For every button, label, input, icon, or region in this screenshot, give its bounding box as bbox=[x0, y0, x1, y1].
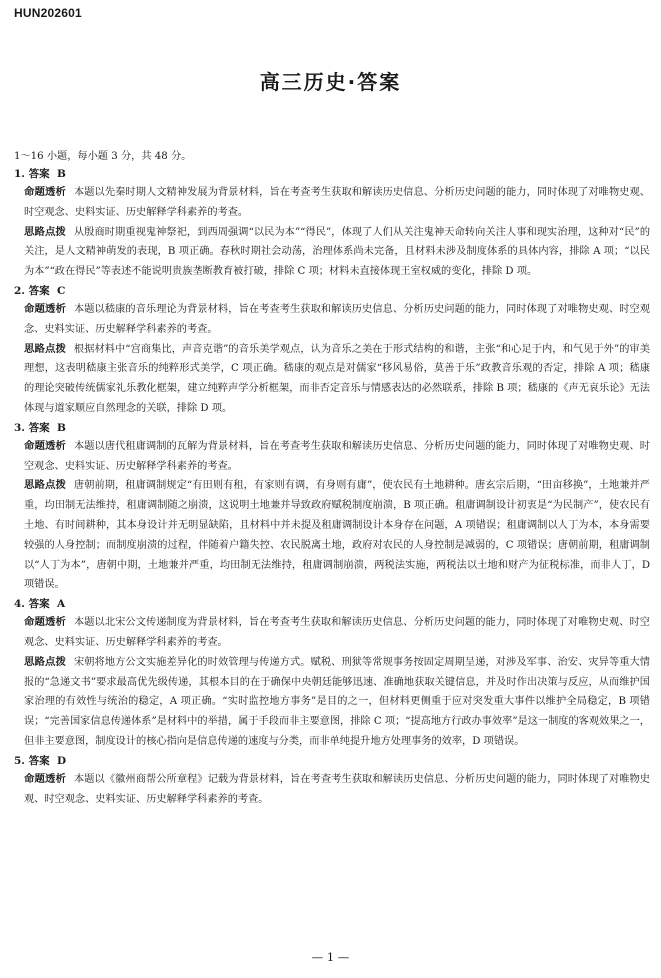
answer-line bbox=[14, 166, 650, 183]
answer-value: B bbox=[56, 168, 66, 180]
question-number: 1. bbox=[14, 168, 25, 180]
question-1 bbox=[14, 166, 650, 282]
analysis-text: 本题以嵇康的音乐理论为背景材料，旨在考查考生获取和解读历史信息、分析历史问题的能力，同时体现了对唯物史观、时空观念、史料实证、历史解释学科素养的考查。 bbox=[24, 303, 650, 335]
answer-line bbox=[14, 283, 650, 300]
question-2 bbox=[14, 283, 650, 419]
reasoning-paragraph bbox=[24, 653, 650, 752]
answer-value: A bbox=[56, 598, 66, 611]
analysis-text: 本题以唐代租庸调制的瓦解为背景材料，旨在考查考生获取和解读历史信息、分析历史问题的能力，同时体现了对唯物史观、时空观念、史料实证、历史解释学科素养的考查。 bbox=[24, 440, 650, 472]
answer-content bbox=[14, 148, 650, 810]
answer-value: D bbox=[56, 754, 67, 767]
section-intro: 1～16 小题，每小题 3 分，共 48 分。 bbox=[14, 151, 192, 162]
document-code: HUN202601 bbox=[14, 6, 82, 20]
analysis-paragraph bbox=[24, 300, 650, 340]
answer-line bbox=[14, 420, 650, 437]
page-number: — 1 — bbox=[311, 950, 350, 964]
analysis-paragraph bbox=[24, 613, 650, 653]
analysis-label: 命题透析 bbox=[24, 439, 66, 452]
answer-value: B bbox=[56, 421, 66, 434]
reasoning-text: 唐朝前期，租庸调制规定“有田则有租，有家则有调，有身则有庸”，使农民有土地耕种。唐玄宗后期，“田亩移换”，土地兼并严重，均田制无法维持，租庸调制随之崩溃，这说明土地兼并导致政府赋税制度崩溃，B 项正确。租庸调制设计初衷是“为民制产”，使农民有土地、有时间耕种，其本身设计并无明显缺陷，且材料中并未提及租庸调制设计本身存在问题，A 项错误；租庸调制以人丁为本，本身需要较强的人身控制；而制度崩溃的过程，伴随着户籍失控、农民脱离土地，政府对农民的人身控制是减弱的，C 项错误；唐朝前期，租庸调制以“人丁为本”，唐朝中期，土地兼并严重，均田制无法维持，租庸调制崩溃，两税法实施，两税法以土地和财产为征税标准，而非人丁，D 项错误。 bbox=[24, 480, 650, 591]
reasoning-paragraph bbox=[24, 340, 650, 419]
answer-line bbox=[14, 596, 650, 613]
analysis-paragraph bbox=[24, 437, 650, 477]
analysis-label: 命题透析 bbox=[24, 772, 66, 785]
question-3 bbox=[14, 420, 650, 595]
page-title: 高三历史·答案 bbox=[259, 70, 402, 94]
question-5 bbox=[14, 753, 650, 810]
reasoning-label: 思路点拨 bbox=[24, 655, 66, 668]
question-number: 4. bbox=[14, 598, 25, 611]
reasoning-paragraph bbox=[24, 223, 650, 282]
question-4 bbox=[14, 596, 650, 752]
answer-label: 答案 bbox=[28, 168, 50, 180]
analysis-label: 命题透析 bbox=[24, 616, 66, 629]
reasoning-text: 根据材料中“宫商集比，声音克谐”的音乐美学观点，认为音乐之美在于形式结构的和谐，主张“和心足于内，和气见于外”的审美理想，这表明嵇康主张音乐的纯粹形式美学，C 项正确。嵇康的观点是对儒家“移风易俗，莫善于乐”政教音乐观的否定，排除 A 项；嵇康的理论突破传统儒家礼乐教化框架，建立纯粹声学分析框架，而非否定音乐与情感表达的必然联系，排除 B 项；嵇康的《声无哀乐论》无法体现与道家顺应自然理念的关联，排除 D 项。 bbox=[24, 343, 650, 414]
reasoning-text: 从殷商时期重视鬼神祭祀，到西周强调“以民为本”“得民”，体现了人们从关注鬼神天命转向关注人事和现实治理，这种对“民”的关注，是人文精神萌发的表现，B 项正确。春秋时期社会动荡，治理体系尚未完备，且材料未涉及制度体系的具体内容，排除 A 项；“以民为本”“政在得民”等表述不能说明贵族垄断教育被打破，排除 C 项；材料未直接体现王室权威的变化，排除 D 项。 bbox=[24, 226, 651, 278]
analysis-paragraph bbox=[24, 770, 650, 810]
reasoning-paragraph bbox=[24, 476, 650, 595]
question-number: 5. bbox=[14, 754, 25, 767]
reasoning-label: 思路点拨 bbox=[24, 479, 66, 492]
answer-line bbox=[14, 753, 650, 770]
question-number: 3. bbox=[14, 421, 25, 434]
answer-label: 答案 bbox=[28, 421, 50, 434]
analysis-text: 本题以《徽州商帮公所章程》记载为背景材料，旨在考查考生获取和解读历史信息、分析历史问题的能力，同时体现了对唯物史观、时空观念、史料实证、历史解释学科素养的考查。 bbox=[24, 773, 650, 805]
analysis-text: 本题以先秦时期人文精神发展为背景材料，旨在考查考生获取和解读历史信息、分析历史问题的能力，同时体现了对唯物史观、时空观念、史料实证、历史解释学科素养的考查。 bbox=[24, 187, 650, 218]
question-number: 2. bbox=[14, 284, 25, 297]
reasoning-text: 宋朝将地方公文实施差异化的时效管理与传递方式。赋税、刑狱等常规事务按固定周期呈递，对涉及军事、治安、灾异等重大情报的“急递文书”要求最高优先级传递，其根本目的在于确保中央朝廷能够迅速、准确地获取关键信息，并及时作出决策与反应，从而维护国家治理的有效性与统治的稳定，A 项正确。“实时监控地方事务”是目的之一，但材料更侧重于应对突发重大事件以维护全局稳定，B 项错误；“完善国家信息传递体系”是材料中的举措，属于手段而非主要意图，排除 C 项；“提高地方行政办事效率”是这一制度的客观效果之一，但非主要意图，制度设计的核心指向是信息传递的速度与分类，而非单纯提升地方处理事务的效率，D 项错误。 bbox=[24, 656, 650, 747]
reasoning-label: 思路点拨 bbox=[24, 342, 66, 355]
answer-label: 答案 bbox=[28, 598, 50, 611]
analysis-text: 本题以北宋公文传递制度为背景材料，旨在考查考生获取和解读历史信息、分析历史问题的能力，同时体现了对唯物史观、时空观念、史料实证、历史解释学科素养的考查。 bbox=[24, 617, 650, 648]
reasoning-label: 思路点拨 bbox=[24, 225, 66, 238]
answer-value: C bbox=[56, 284, 66, 297]
analysis-label: 命题透析 bbox=[24, 302, 66, 315]
analysis-label: 命题透析 bbox=[24, 186, 66, 198]
answer-label: 答案 bbox=[28, 754, 50, 767]
analysis-paragraph bbox=[24, 183, 650, 223]
answer-label: 答案 bbox=[28, 284, 50, 297]
